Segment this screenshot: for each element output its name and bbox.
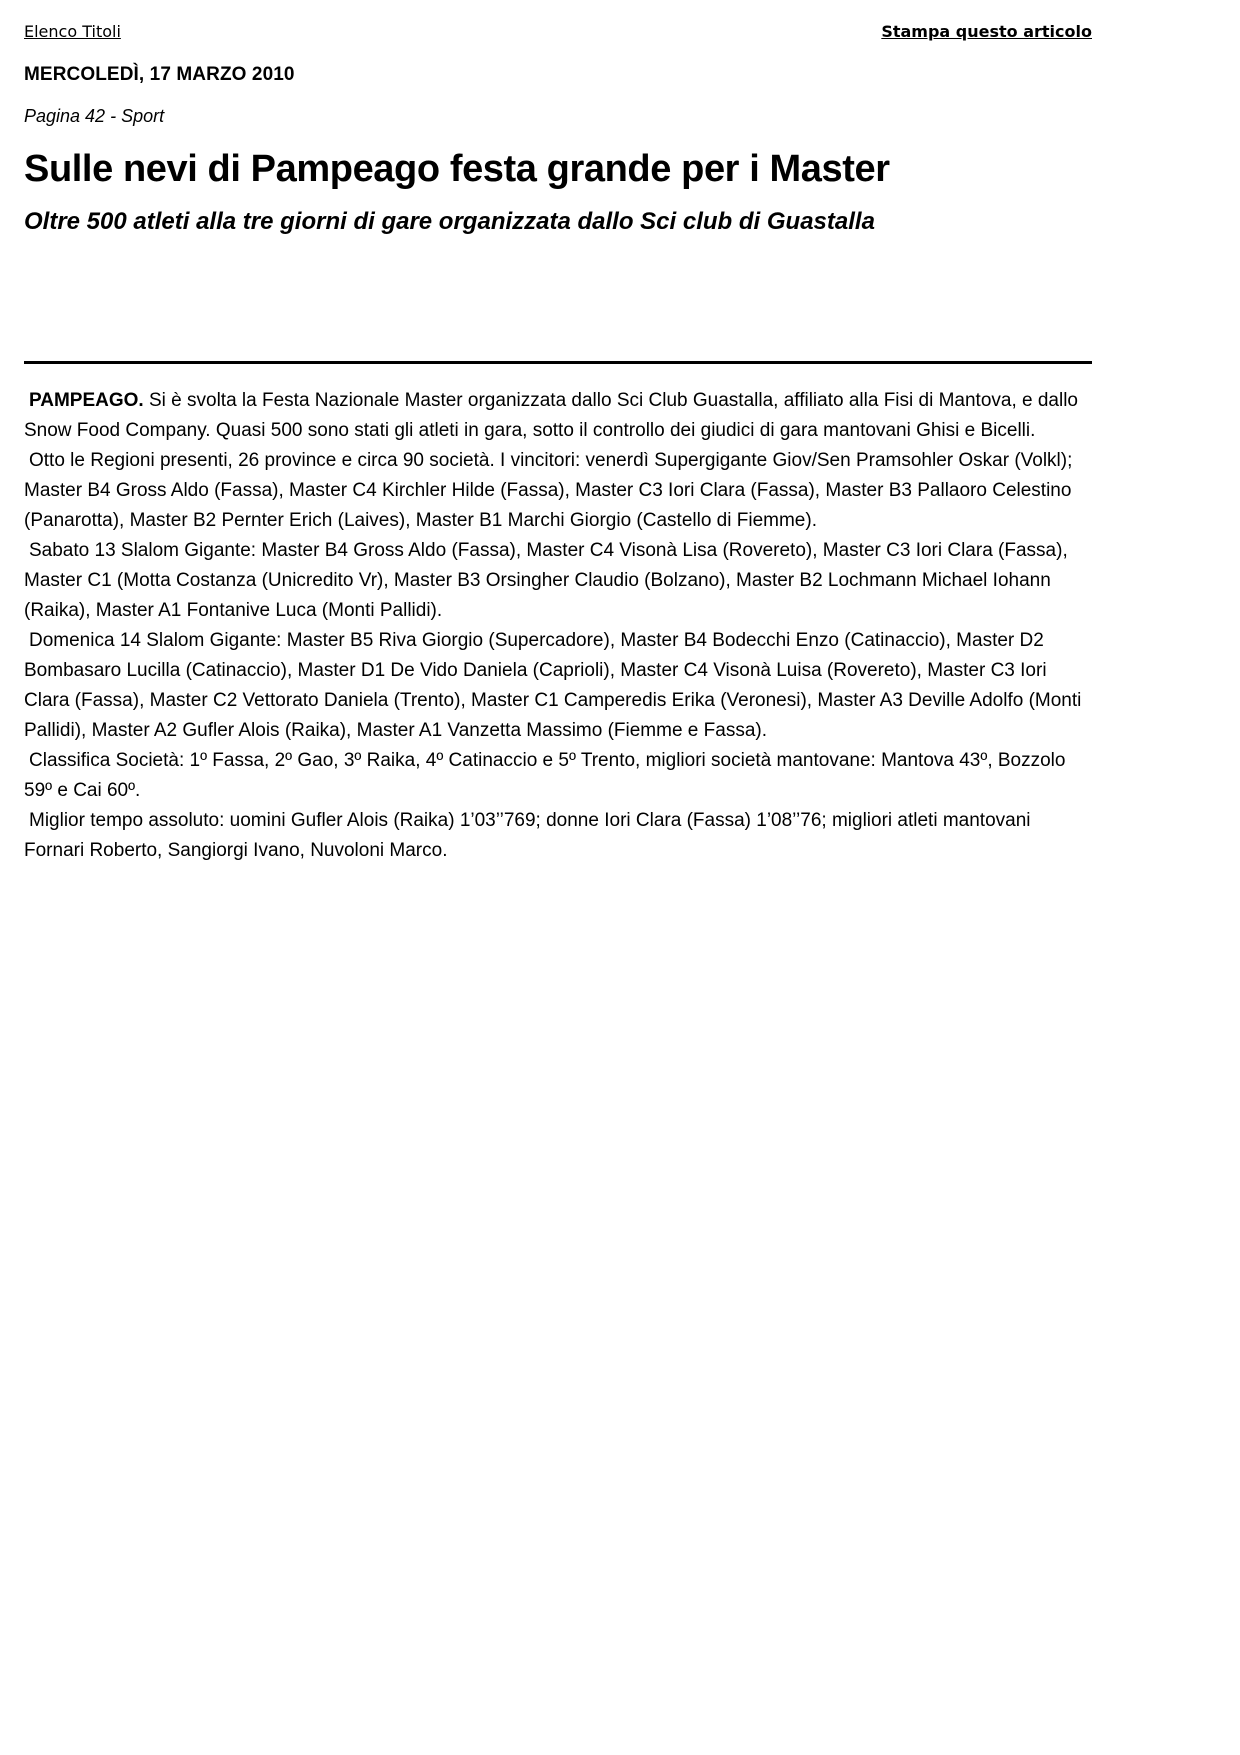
article-subheadline: Oltre 500 atleti alla tre giorni di gare organizzata dallo Sci club di Guastalla bbox=[24, 208, 875, 235]
article-paragraph: Otto le Regioni presenti, 26 province e circa 90 società. I vincitori: venerdì Supergigante Giov/Sen Pramsohler Oskar (Volkl); Master B4 Gross Aldo (Fassa), Master C4 Kirchler Hilde (Fassa), Master C3 Iori Clara (Fassa), Master B3 Pallaoro Celestino (Panarotta), Master B2 Pernter Erich (Laives), Master B1 Marchi Giorgio (Castello di Fiemme). bbox=[24, 450, 1073, 531]
print-article-link[interactable]: Stampa questo articolo bbox=[881, 22, 1092, 41]
article-headline: Sulle nevi di Pampeago festa grande per i Master bbox=[24, 148, 890, 190]
article-body bbox=[24, 386, 1092, 866]
article-paragraph bbox=[24, 386, 1092, 446]
article-paragraph: Classifica Società: 1º Fassa, 2º Gao, 3º Raika, 4º Catinaccio e 5º Trento, migliori società mantovane: Mantova 43º, Bozzolo 59º e Cai 60º. bbox=[24, 750, 1066, 801]
page-section: Pagina 42 - Sport bbox=[24, 106, 165, 126]
divider-rule bbox=[24, 361, 1092, 364]
paragraph-text: Si è svolta la Festa Nazionale Master organizzata dallo Sci Club Guastalla, affiliato alla Fisi di Mantova, e dallo Snow Food Company. Quasi 500 sono stati gli atleti in gara, sotto il controllo dei giudici di gara mantovani Ghisi e Bicelli. bbox=[24, 390, 1079, 441]
publication-date: MERCOLEDÌ, 17 MARZO 2010 bbox=[24, 64, 295, 85]
article-paragraph: Sabato 13 Slalom Gigante: Master B4 Gross Aldo (Fassa), Master C4 Visonà Lisa (Rovereto), Master C3 Iori Clara (Fassa), Master C1 (Motta Costanza (Unicredito Vr), Master B3 Orsingher Claudio (Bolzano), Master B2 Lochmann Michael Iohann (Raika), Master A1 Fontanive Luca (Monti Pallidi). bbox=[24, 540, 1068, 621]
article-paragraph: Miglior tempo assoluto: uomini Gufler Alois (Raika) 1’03’’769; donne Iori Clara (Fassa) 1’08’’76; migliori atleti mantovani Fornari Roberto, Sangiorgi Ivano, Nuvoloni Marco. bbox=[24, 810, 1031, 861]
article-page bbox=[24, 22, 1092, 866]
article-paragraph: Domenica 14 Slalom Gigante: Master B5 Riva Giorgio (Supercadore), Master B4 Bodecchi Enzo (Catinaccio), Master D2 Bombasaro Lucilla (Catinaccio), Master D1 De Vido Daniela (Caprioli), Master C4 Visonà Luisa (Rovereto), Master C3 Iori Clara (Fassa), Master C2 Vettorato Daniela (Trento), Master C1 Camperedis Erika (Veronesi), Master A3 Deville Adolfo (Monti Pallidi), Master A2 Gufler Alois (Raika), Master A1 Vanzetta Massimo (Fiemme e Fassa). bbox=[24, 630, 1082, 741]
dateline: PAMPEAGO. bbox=[29, 390, 144, 411]
titles-list-link[interactable]: Elenco Titoli bbox=[24, 22, 121, 41]
top-nav bbox=[24, 22, 1092, 46]
